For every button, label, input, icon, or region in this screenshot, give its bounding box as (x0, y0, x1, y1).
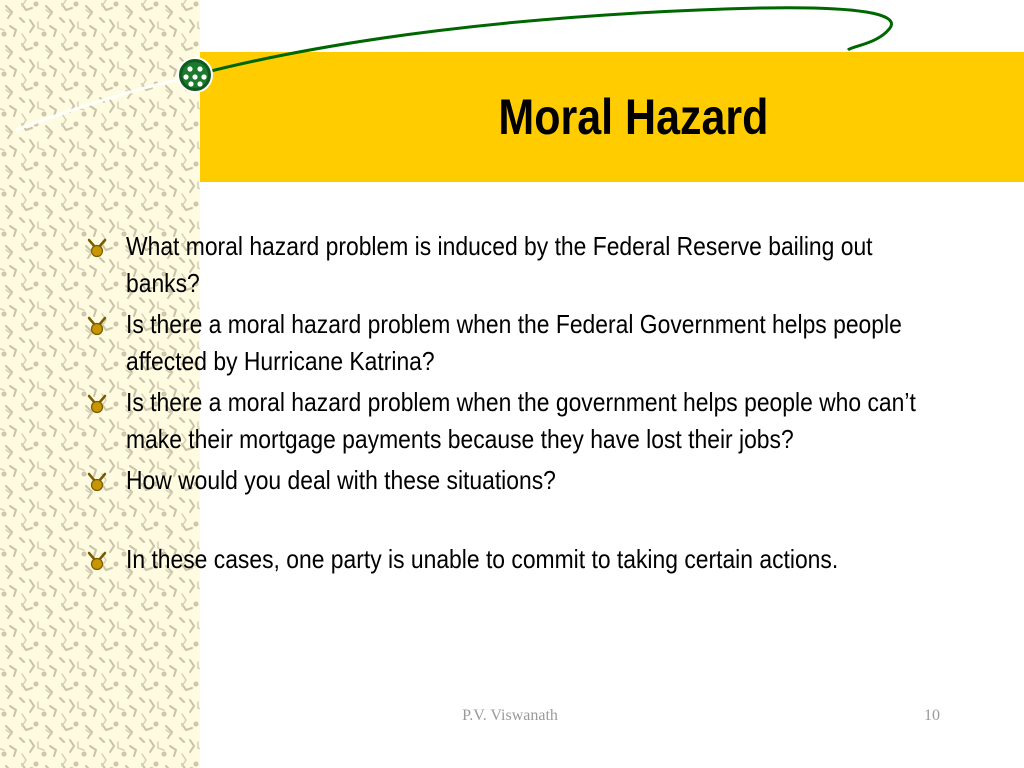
bullet-text: How would you deal with these situations? (126, 465, 556, 495)
bullet-item (86, 384, 966, 458)
flower-bullet-icon (86, 551, 108, 571)
flower-bullet-icon (86, 472, 108, 492)
flower-bullet-icon (86, 394, 108, 414)
bullet-item (86, 541, 966, 578)
bullet-text: In these cases, one party is unable to commit to taking certain actions. (126, 544, 839, 574)
flower-bullet-icon (86, 316, 108, 336)
bullet-text: Is there a moral hazard problem when the government helps people who can’t make their mortgage payments because they have lost their jobs? (126, 387, 916, 454)
bullet-item (86, 228, 966, 302)
bullet-text: Is there a moral hazard problem when the Federal Government helps people affected by Hurricane Katrina? (126, 309, 902, 376)
slide-title: Moral Hazard (498, 89, 769, 145)
bullet-item (86, 306, 966, 380)
bullet-item (86, 462, 966, 499)
flower-bullet-icon (86, 238, 108, 258)
bullet-list (86, 228, 966, 582)
footer-author: P.V. Viswanath (462, 707, 558, 724)
page-number: 10 (924, 707, 940, 724)
bullet-text: What moral hazard problem is induced by the Federal Reserve bailing out banks? (126, 231, 873, 298)
